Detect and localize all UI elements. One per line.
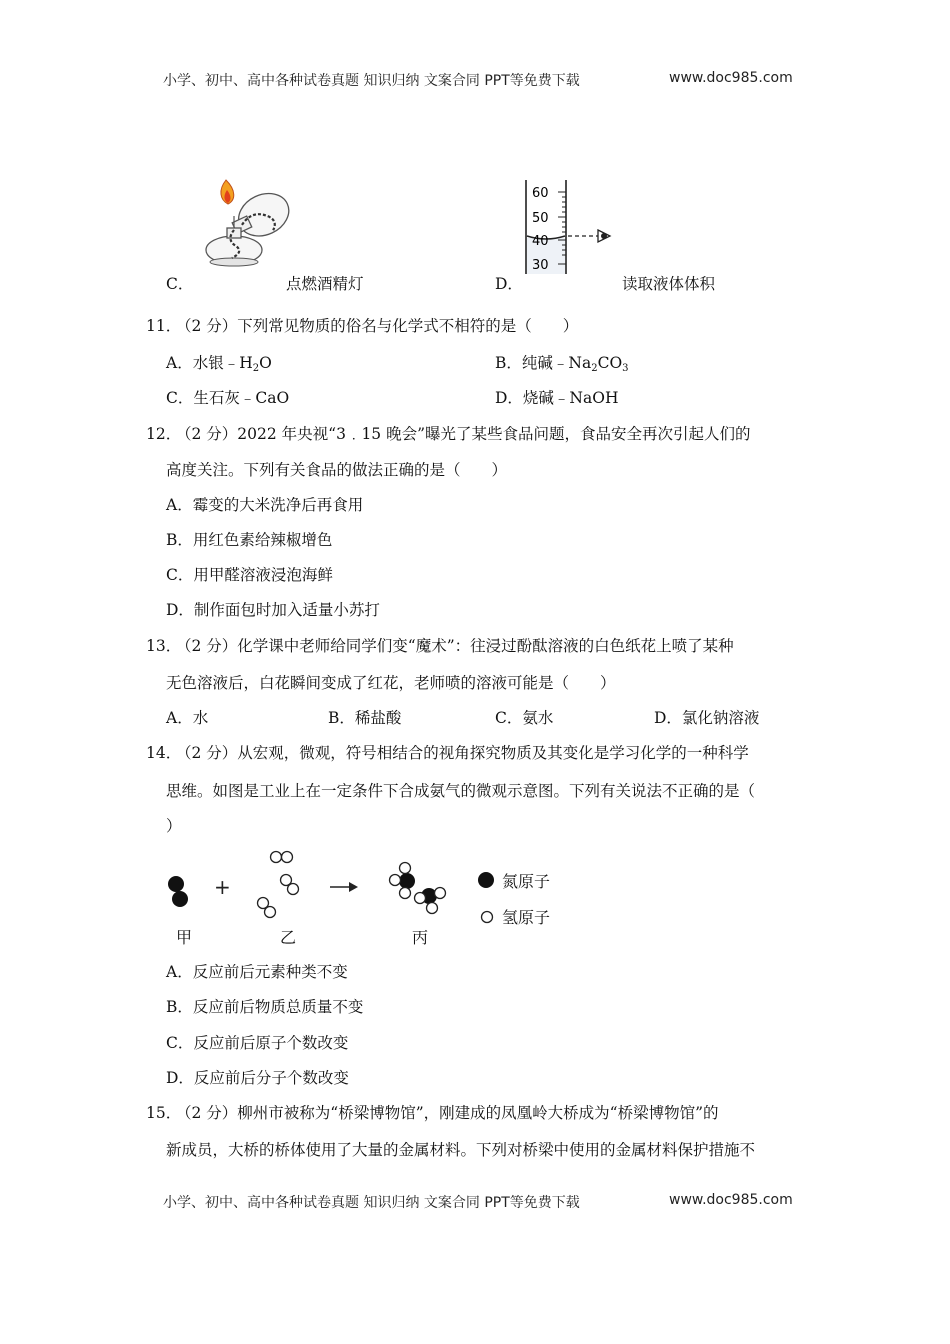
page-header-url[interactable]: www.doc985.com (669, 70, 793, 86)
figure-label-yi: 乙 (280, 928, 297, 947)
hydrogen-atom (271, 852, 282, 863)
q10-option-d-caption: 读取液体体积 (622, 275, 716, 293)
q13-number: 13． (146, 637, 182, 655)
q13-stem-line1: （2 分）化学课中老师给同学们变“魔术”：往浸过酚酞溶液的白色纸花上喷了某种 (176, 637, 734, 655)
q15-stem-line2: 新成员，大桥的桥体使用了大量的金属材料。下列对桥梁中使用的金属材料保护措施不 (166, 1141, 756, 1159)
cylinder-tick-30: 30 (532, 258, 549, 273)
q14-option-b: B．反应前后物质总质量不变 (166, 998, 364, 1016)
q11-stem: （2 分）下列常见物质的俗名与化学式不相符的是（ ） (176, 317, 579, 335)
page-header-text: 小学、初中、高中各种试卷真题 知识归纳 文案合同 PPT等免费下载 (163, 73, 580, 89)
q14-stem-line2: 思维。如图是工业上在一定条件下合成氨气的微观示意图。下列有关说法不正确的是（ (166, 782, 756, 800)
page-footer-url[interactable]: www.doc985.com (669, 1192, 793, 1208)
q15-number: 15． (146, 1104, 182, 1122)
q12-stem-line2: 高度关注。下列有关食品的做法正确的是（ ） (166, 461, 508, 479)
q10-option-c-label: C． (166, 275, 194, 293)
cylinder-tick-40: 40 (532, 234, 549, 249)
figure-label-bing: 丙 (412, 928, 429, 947)
legend-nitrogen-icon (478, 872, 494, 888)
q11-option-d: D．烧碱﹣NaOH (495, 389, 619, 407)
ammonia-synthesis-diagram (160, 846, 580, 950)
hydrogen-atom (265, 907, 276, 918)
alcohol-lamp-figure (196, 176, 296, 268)
q13-stem-line2: 无色溶液后，白花瞬间变成了红花，老师喷的溶液可能是（ ） (166, 674, 616, 692)
cylinder-tick-50: 50 (532, 211, 549, 226)
q11-option-a: A．水银$﹣H_2O$ (166, 354, 272, 374)
q14-stem-line3: ） (166, 817, 182, 835)
q11-number: 11． (146, 317, 182, 335)
q12-option-b: B．用红色素给辣椒增色 (166, 531, 333, 549)
q14-option-c: C．反应前后原子个数改变 (166, 1034, 349, 1052)
q10-option-d-label: D． (495, 275, 523, 293)
nitrogen-atom (168, 876, 184, 892)
q11-option-c: C．生石灰﹣CaO (166, 389, 290, 407)
q14-option-d: D．反应前后分子个数改变 (166, 1069, 349, 1087)
legend-nitrogen-label: 氮原子 (502, 872, 551, 891)
svg-text:+: + (214, 875, 231, 899)
cylinder-tick-60: 60 (532, 186, 549, 201)
page-footer-text: 小学、初中、高中各种试卷真题 知识归纳 文案合同 PPT等免费下载 (163, 1195, 580, 1211)
q14-number: 14． (146, 744, 182, 762)
nitrogen-atom (172, 891, 188, 907)
hydrogen-atom (288, 884, 299, 895)
graduated-cylinder-figure (522, 178, 622, 276)
q13-option-c: C．氨水 (495, 709, 554, 727)
q12-option-a: A．霉变的大米洗净后再食用 (166, 496, 364, 514)
figure-label-jia: 甲 (176, 928, 193, 947)
q13-option-b: B．稀盐酸 (328, 709, 402, 727)
q10-option-c-caption: 点燃酒精灯 (286, 275, 364, 293)
q14-option-a: A．反应前后元素种类不变 (166, 963, 348, 981)
hydrogen-atom (282, 852, 293, 863)
q14-stem-line1: （2 分）从宏观，微观，符号相结合的视角探究物质及其变化是学习化学的一种科学 (176, 744, 749, 762)
q11-option-b: B．纯碱$﹣Na_2CO_3$ (495, 354, 629, 374)
q13-option-d: D．氯化钠溶液 (654, 709, 760, 727)
q12-stem-line1: （2 分）2022 年央视“3﹒15 晚会”曝光了某些食品问题，食品安全再次引起人们的 (176, 425, 751, 443)
legend-hydrogen-label: 氢原子 (502, 908, 551, 927)
q15-stem-line1: （2 分）柳州市被称为“桥梁博物馆”，刚建成的凤凰岭大桥成为“桥梁博物馆”的 (176, 1104, 719, 1122)
legend-hydrogen-icon (482, 912, 493, 923)
q12-option-d: D．制作面包时加入适量小苏打 (166, 601, 380, 619)
q12-option-c: C．用甲醛溶液浸泡海鲜 (166, 566, 333, 584)
arrow-icon (349, 882, 358, 892)
q13-option-a: A．水 (166, 709, 209, 727)
q12-number: 12． (146, 425, 182, 443)
